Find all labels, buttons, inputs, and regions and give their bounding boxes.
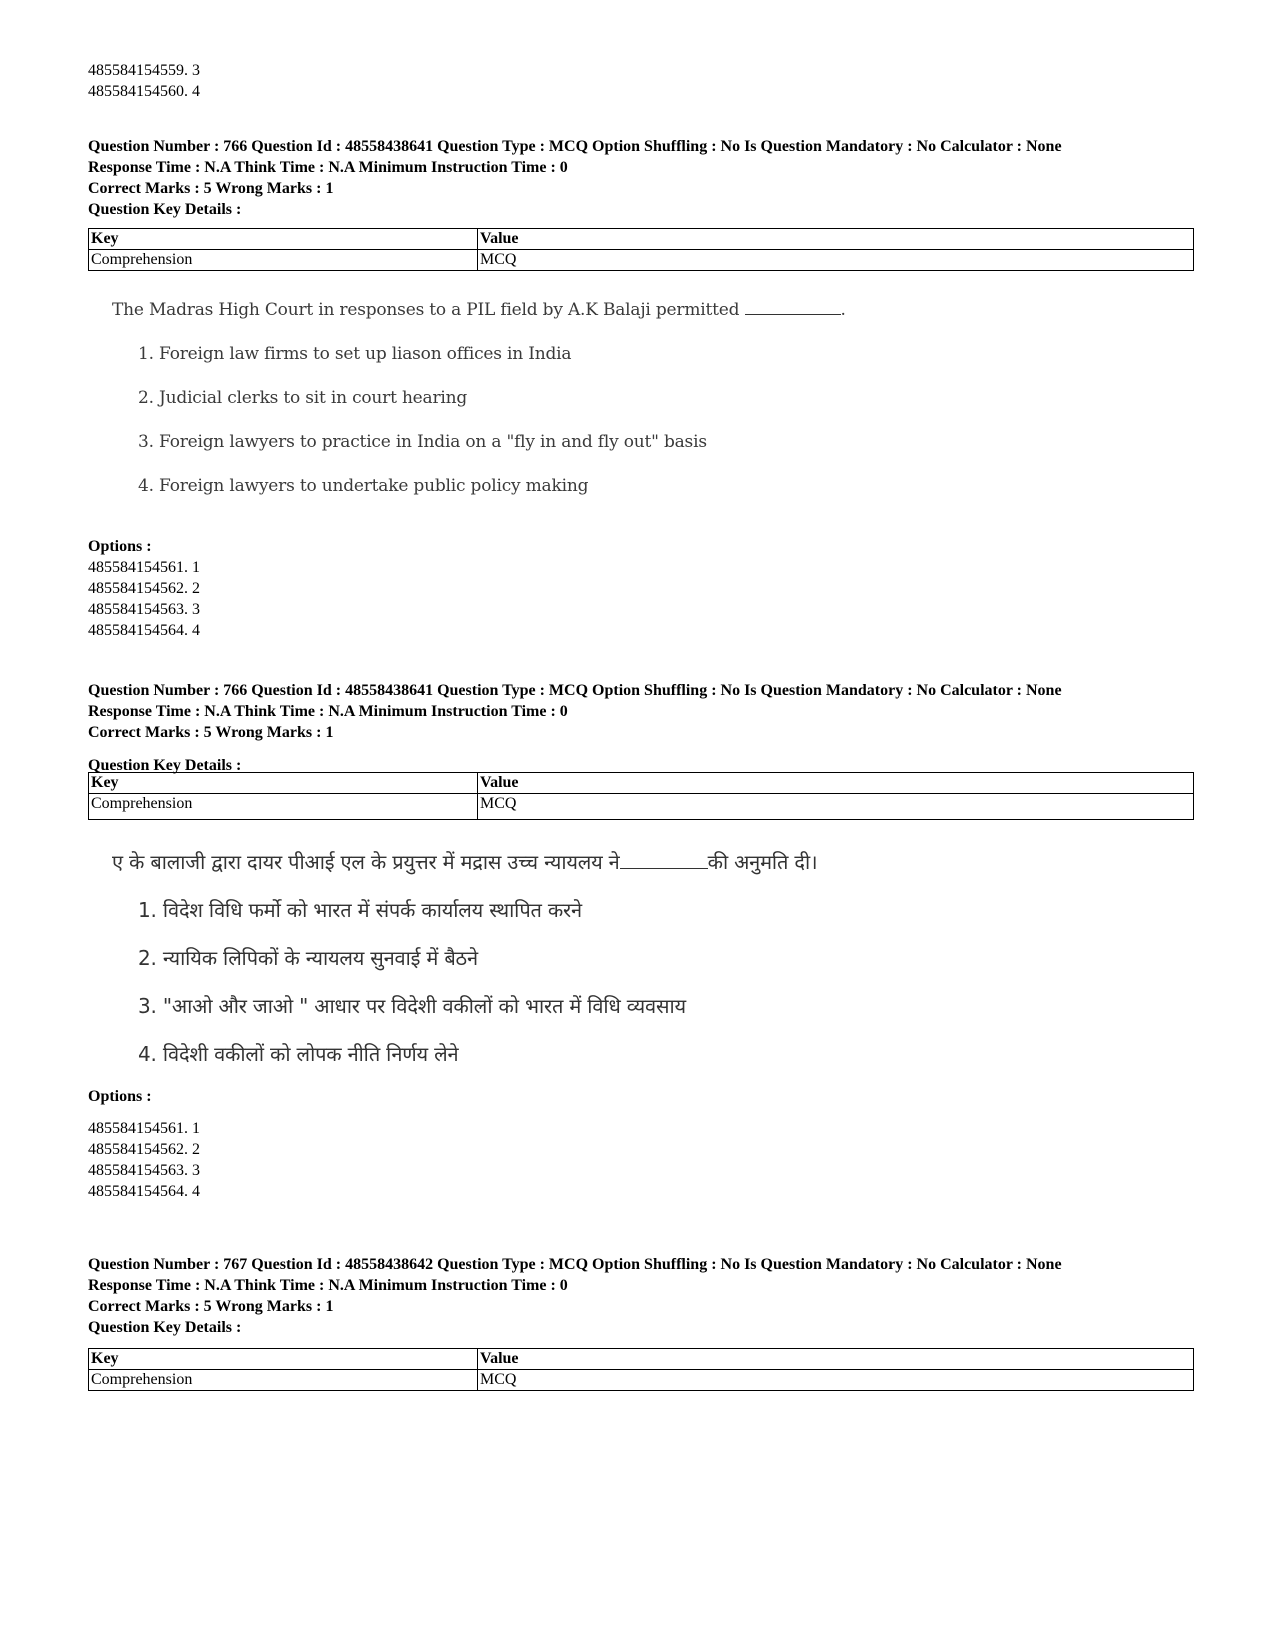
question-meta-line: Question Number : 766 Question Id : 48558438641 Question Type : MCQ Option Shuffling : No Is Question Mandatory : No Calculator : None [88,682,1062,699]
table-header-row [89,229,1194,250]
question-image-hindi [112,852,817,1092]
options-label: Options : [88,1088,152,1105]
option-line: 485584154561. 1 [88,1120,200,1137]
options-block [88,536,200,641]
question-stem: ए के बालाजी द्वारा दायर पीआई एल के प्रयुत्तर में मद्रास उच्च न्यायलय ने की अनुमति दी। [112,850,818,874]
table-row [89,250,1194,271]
table-cell-value: MCQ [478,794,1194,820]
question-meta-block [88,1254,1062,1338]
table-row [89,1370,1194,1391]
table-header-key: Key [89,1349,478,1370]
question-stem: The Madras High Court in responses to a PIL field by A.K Balaji permitted . [112,300,846,320]
table-cell-value: MCQ [478,1370,1194,1391]
table-cell-key: Comprehension [89,250,478,271]
option-line: 485584154562. 2 [88,1141,200,1158]
answer-blank [620,868,708,869]
table-header-row [89,1349,1194,1370]
option-line: 485584154562. 2 [88,580,200,597]
table-row [89,794,1194,820]
question-timing-line: Response Time : N.A Think Time : N.A Minimum Instruction Time : 0 [88,703,568,720]
option-line: 485584154560. 4 [88,83,200,100]
question-choice: 1. Foreign law firms to set up liason offices in India [138,344,572,364]
question-marks-line: Correct Marks : 5 Wrong Marks : 1 [88,180,334,197]
top-options-list [88,60,200,102]
table-header-value: Value [478,229,1194,250]
option-line: 485584154564. 4 [88,622,200,639]
table-cell-key: Comprehension [89,1370,478,1391]
table-header-value: Value [478,773,1194,794]
table-cell-value: MCQ [478,250,1194,271]
table-header-key: Key [89,229,478,250]
question-choice: 4. Foreign lawyers to undertake public policy making [138,476,589,496]
question-timing-line: Response Time : N.A Think Time : N.A Minimum Instruction Time : 0 [88,1277,568,1294]
option-line: 485584154563. 3 [88,601,200,618]
question-meta-line: Question Number : 766 Question Id : 48558438641 Question Type : MCQ Option Shuffling : No Is Question Mandatory : No Calculator : None [88,138,1062,155]
question-choice: 3. "आओ और जाओ " आधार पर विदेशी वकीलों को भारत में विधि व्यवसाय [138,994,686,1018]
option-line: 485584154559. 3 [88,62,200,79]
question-image-english [112,300,846,520]
key-details-table [88,1348,1194,1391]
question-meta-block [88,680,1062,743]
question-choice: 1. विदेश विधि फर्मो को भारत में संपर्क कार्यालय स्थापित करने [138,898,582,922]
key-details-label: Question Key Details : [88,757,242,774]
key-details-table [88,228,1194,271]
option-line: 485584154564. 4 [88,1183,200,1200]
question-choice: 3. Foreign lawyers to practice in India on a "fly in and fly out" basis [138,432,707,452]
question-marks-line: Correct Marks : 5 Wrong Marks : 1 [88,724,334,741]
option-line: 485584154563. 3 [88,1162,200,1179]
table-header-value: Value [478,1349,1194,1370]
table-header-row [89,773,1194,794]
table-cell-key: Comprehension [89,794,478,820]
answer-blank [745,314,841,315]
option-line: 485584154561. 1 [88,559,200,576]
question-timing-line: Response Time : N.A Think Time : N.A Minimum Instruction Time : 0 [88,159,568,176]
question-choice: 4. विदेशी वकीलों को लोपक नीति निर्णय लेने [138,1042,459,1066]
table-header-key: Key [89,773,478,794]
question-meta-line: Question Number : 767 Question Id : 48558438642 Question Type : MCQ Option Shuffling : No Is Question Mandatory : No Calculator : None [88,1256,1062,1273]
question-choice: 2. न्यायिक लिपिकों के न्यायलय सुनवाई में बैठने [138,946,478,970]
key-details-label: Question Key Details : [88,201,242,218]
question-marks-line: Correct Marks : 5 Wrong Marks : 1 [88,1298,334,1315]
options-label: Options : [88,538,152,555]
question-meta-block [88,136,1062,220]
question-choice: 2. Judicial clerks to sit in court hearing [138,388,468,408]
options-block [88,1118,200,1202]
key-details-table [88,772,1194,820]
key-details-label: Question Key Details : [88,1319,242,1336]
